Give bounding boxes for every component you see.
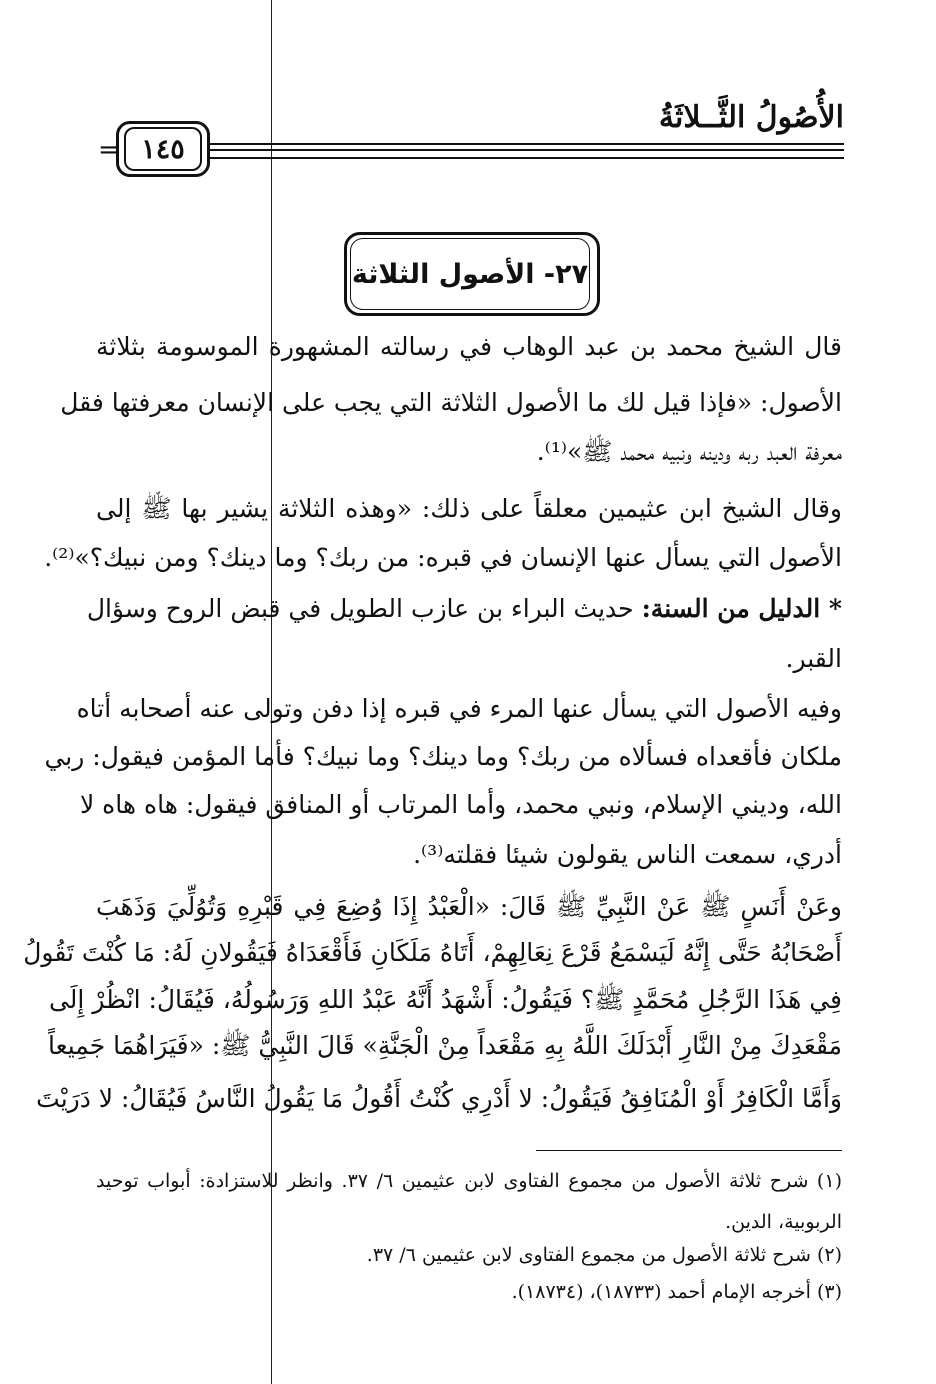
footnote-rule [536,1150,842,1151]
hadith-line: وعَنْ أَنَسٍ ﷺ عَنْ النَّبِيِّ ﷺ قَالَ: «الْعَبْدُ إِذَا وُضِعَ فِي قَبْرِهِ وَتُوُلِّيَ وَذَهَبَ [96,892,842,921]
header-separator-mark: = [98,135,120,165]
header-rule [210,157,844,159]
body-line: الله، وديني الإسلام، ونبي محمد، وأما المرتاب أو المنافق فيقول: هاه هاه لا [79,790,842,819]
footnote-line: (١) شرح ثلاثة الأصول من مجموع الفتاوى لابن عثيمين ٦/ ٣٧. وانظر للاستزادة: أبواب توحيد [96,1170,842,1192]
body-line: وفيه الأصول التي يسأل عنها المرء في قبره إذا دفن وتولى عنه أصحابه أتاه [76,694,842,723]
evidence-lead: * الدليل من السنة: [641,594,842,623]
body-line: الأصول التي يسأل عنها الإنسان في قبره: من ربك؟ وما دينك؟ ومن نبيك؟»⁽²⁾. [44,543,842,572]
footnote-line: الربوبية، الدين. [725,1211,842,1233]
header-rule [210,143,844,145]
page-number: ١٤٥ [124,127,202,171]
hadith-line: أَصْحَابُهُ حَتَّى إِنَّهُ لَيَسْمَعُ قَرْعَ نِعَالِهِمْ، أَتَاهُ مَلَكَانِ فَأَقْعَدَاهُ فَيَقُولانِ لَهُ: مَا كُنْتَ تَقُولُ [23,938,842,967]
body-line: أدري، سمعت الناس يقولون شيئا فقلته⁽³⁾. [413,840,842,869]
body-line: ملكان فأقعداه فسألاه من ربك؟ وما دينك؟ وما نبيك؟ فأما المؤمن فيقول: ربي [44,742,842,771]
body-line: معرفة العبد ربه ودينه ونبيه محمد ﷺ»⁽¹⁾. [536,437,842,466]
body-line: القبر. [785,644,842,673]
running-title: الأُصُولُ الثَّــلاثَةُ [658,100,844,135]
body-line: وقال الشيخ ابن عثيمين معلقاً على ذلك: «وهذه الثلاثة يشير بها ﷺ إلى [96,494,842,523]
hadith-line: وَأَمَّا الْكَافِرُ أَوْ الْمُنَافِقُ فَيَقُولُ: لا أَدْرِي كُنْتُ أَقُولُ مَا يَقُولُ النَّاسُ فَيُقَالُ: لا دَرَيْتَ [36,1084,842,1113]
section-title: ٢٧- الأصول الثلاثة [350,238,590,310]
footnote-line: (٢) شرح ثلاثة الأصول من مجموع الفتاوى لابن عثيمين ٦/ ٣٧. [366,1244,842,1266]
body-line: قال الشيخ محمد بن عبد الوهاب في رسالته المشهورة الموسومة بثلاثة [96,332,842,361]
footnote-line: (٣) أخرجه الإمام أحمد (١٨٧٣٣)، (١٨٧٣٤). [511,1281,842,1303]
hadith-line: مَقْعَدِكَ مِنْ النَّارِ أَبْدَلَكَ اللَّهُ بِهِ مَقْعَداً مِنْ الْجَنَّةِ» قَالَ النَّبِيُّ ﷺ: «فَيَرَاهُمَا جَمِيعاً [48,1031,842,1060]
evidence-text: حديث البراء بن عازب الطويل في قبض الروح وسؤال [86,594,634,623]
body-line evidence-line [86,584,842,634]
body-line: الأصول: «فإذا قيل لك ما الأصول الثلاثة التي يجب على الإنسان معرفتها فقل [60,388,842,417]
header-rule [210,149,844,151]
hadith-line: فِي هَذَا الرَّجُلِ مُحَمَّدٍ ﷺ؟ فَيَقُولُ: أَشْهَدُ أَنَّهُ عَبْدُ اللهِ وَرَسُولُهُ، فَيُقَالُ: انْظُرْ إِلَى [48,985,842,1014]
